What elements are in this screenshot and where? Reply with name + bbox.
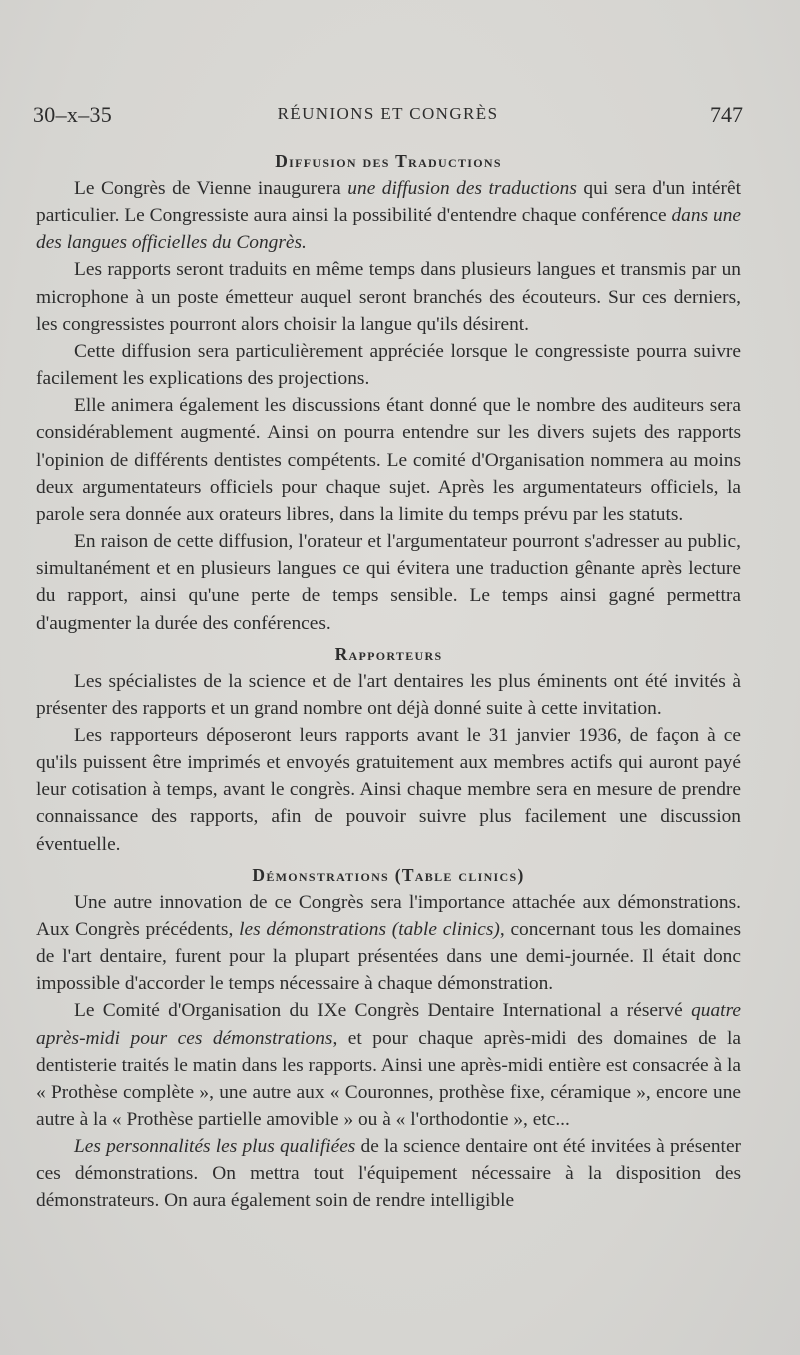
italic-run: quatre après-midi pour ces démonstrations <box>36 1000 741 1049</box>
paragraph <box>36 1133 741 1214</box>
section-title-demonstrations: Démonstrations (Table clinics) <box>252 864 525 885</box>
text-run: Une autre innovation de ce Congrès sera l'importance attachée aux démonstrations. Aux Congrès précédents, <box>36 891 741 940</box>
text-run: de la science dentaire ont été invitées à présenter ces démonstrations. On mettra tout l'équipement nécessaire à la disposition des démonstrateurs. On aura également soin de rendre intelligible <box>36 1136 742 1212</box>
paragraph <box>36 528 741 637</box>
article-body <box>36 148 741 1215</box>
paragraph <box>36 997 741 1133</box>
text-run: Le Congrès de Vienne inaugurera <box>74 178 348 199</box>
paragraph <box>36 338 741 392</box>
text-run: En raison de cette diffusion, l'orateur et l'argumentateur pourront s'adresser au public, simultanément et en plusieurs langues ce qui évitera une traduction gênante après lecture du rapport, ainsi qu'une perte de temps sensible. Le temps ainsi gagné permettra d'augmenter la durée des conférences. <box>36 531 741 634</box>
text-run: Cette diffusion sera particulièrement appréciée lorsque le congressiste pourra suivre facilement les explications des projections. <box>36 340 741 390</box>
paragraph <box>36 175 741 256</box>
italic-run: une diffusion des traductions <box>347 178 577 199</box>
text-run: Les rapports seront traduits en même temps dans plusieurs langues et transmis par un microphone à un poste émetteur auquel seront branchés des écouteurs. Sur ces derniers, les congressistes pourront alors choisir la langue qu'ils désirent. <box>36 259 741 335</box>
paragraph <box>36 668 741 722</box>
text-run: , et pour chaque après-midi des domaines de la dentisterie traités le matin dans les rapports. Ainsi une après-midi entière est consacrée à la « Prothèse complète », une autre aux « Couronnes, prothèse fixe, céramique », encore une autre à la « Prothèse partielle amovible » ou à « l'orthodontie », etc... <box>36 1027 741 1130</box>
page-number: 747 <box>710 102 743 127</box>
text-run: Les rapporteurs déposeront leurs rapports avant le 31 janvier 1936, de façon à ce qu'ils puissent être imprimés et envoyés gratuitement aux membres actifs qui auront payé leur cotisation à temps, avant le congrès. Ainsi chaque membre sera en mesure de prendre connaissance des rapports, afin de pouvoir suivre plus facilement une discussion éventuelle. <box>36 724 741 855</box>
running-header <box>33 100 743 134</box>
text-run: , concernant tous les domaines de l'art dentaire, furent pour la plupart présentées dans une demi-journée. Il était donc impossible d'accorder le temps nécessaire à chaque démonstration. <box>36 918 741 995</box>
text-run: Elle animera également les discussions étant donné que le nombre des auditeurs sera considérablement augmenté. Ainsi on pourra entendre sur les divers sujets des rapports l'opinion de différents dentistes compétents. Le comité d'Organisation nommera au moins deux argumentateurs officiels pour chaque sujet. Après les argumentateurs officiels, la parole sera donnée aux orateurs libres, dans la limite du temps prévu par les statuts. <box>36 395 741 525</box>
italic-run: Les personnalités les plus qualifiées <box>74 1136 356 1158</box>
header-date: 30–x–35 <box>33 102 113 127</box>
header-running-title: RÉUNIONS ET CONGRÈS <box>277 104 499 123</box>
text-run: Les spécialistes de la science et de l'art dentaires les plus éminents ont été invités à présenter des rapports et un grand nombre ont déjà donné suite à cette invitation. <box>36 670 741 719</box>
section-title-rapporteurs: Rapporteurs <box>334 643 443 664</box>
text-run: qui sera d'un intérêt particulier. Le Congressiste aura ainsi la possibilité d'entendre chaque conférence <box>36 178 741 227</box>
paragraph <box>36 722 741 858</box>
paragraph <box>36 256 741 337</box>
italic-run: dans une des langues officielles du Congrès. <box>36 205 742 254</box>
section-title-diffusion: Diffusion des Traductions <box>275 151 502 171</box>
text-run: Le Comité d'Organisation du IXe Congrès Dentaire International a réservé <box>74 1000 692 1022</box>
paragraph <box>36 889 741 998</box>
paragraph <box>36 392 741 528</box>
italic-run: les démonstrations (table clinics) <box>239 918 500 940</box>
